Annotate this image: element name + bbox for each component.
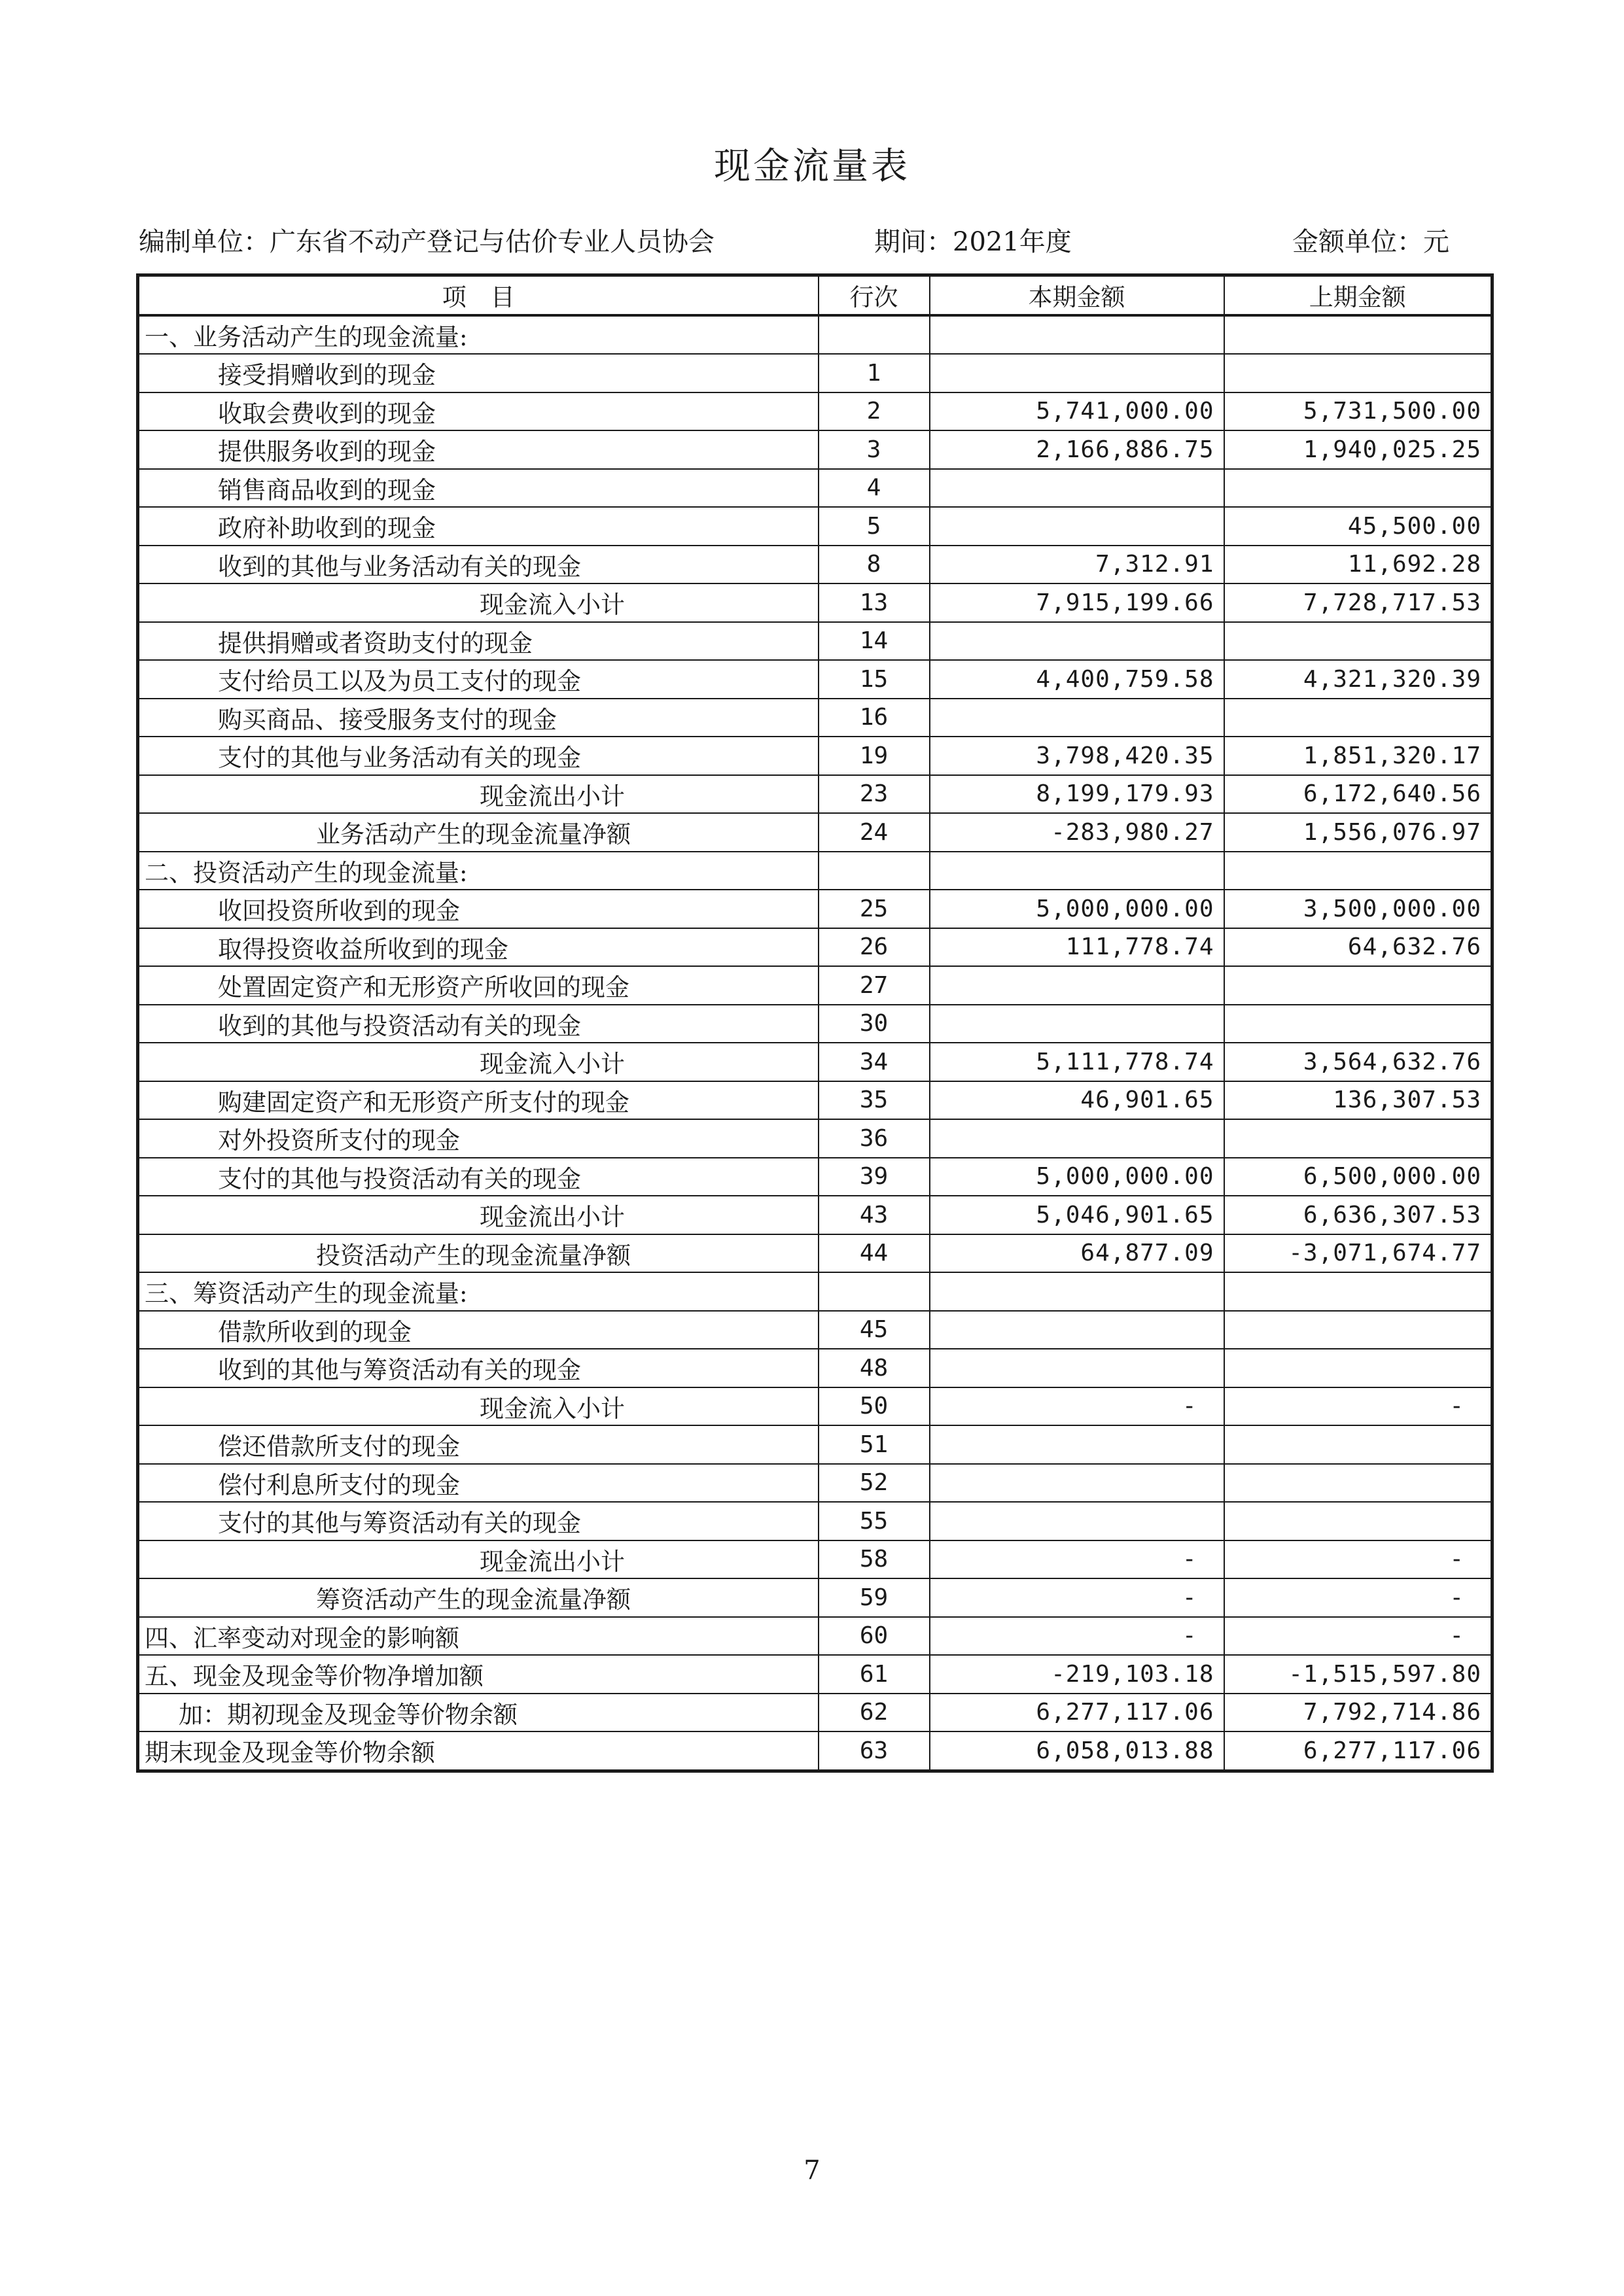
row-line-number: 48 (819, 1349, 930, 1387)
row-line-number: 52 (819, 1464, 930, 1503)
row-item-name: 投资活动产生的现金流量净额 (138, 1234, 819, 1273)
row-current-amount: -283,980.27 (930, 813, 1224, 852)
row-line-number: 15 (819, 660, 930, 699)
row-prior-amount: 3,500,000.00 (1224, 890, 1492, 928)
row-current-amount: 6,277,117.06 (930, 1694, 1224, 1732)
row-line-number (819, 315, 930, 355)
row-current-amount: 5,046,901.65 (930, 1196, 1224, 1234)
row-line-number: 59 (819, 1578, 930, 1617)
row-prior-amount: 3,564,632.76 (1224, 1043, 1492, 1081)
row-item-name: 现金流入小计 (138, 1387, 819, 1426)
table-row (138, 1464, 1492, 1503)
row-prior-amount: 136,307.53 (1224, 1081, 1492, 1120)
table-row (138, 430, 1492, 469)
row-line-number: 60 (819, 1617, 930, 1656)
table-row (138, 583, 1492, 622)
table-row (138, 1196, 1492, 1234)
row-item-name: 支付的其他与业务活动有关的现金 (138, 737, 819, 775)
row-line-number: 24 (819, 813, 930, 852)
table-row (138, 1158, 1492, 1196)
row-item-name: 收到的其他与投资活动有关的现金 (138, 1005, 819, 1043)
table-header-row (138, 275, 1492, 315)
table-row (138, 1234, 1492, 1273)
row-line-number: 26 (819, 928, 930, 967)
row-current-amount: 5,000,000.00 (930, 1158, 1224, 1196)
row-prior-amount (1224, 354, 1492, 392)
row-current-amount (930, 1119, 1224, 1158)
row-line-number: 51 (819, 1425, 930, 1464)
row-item-name: 一、业务活动产生的现金流量: (138, 315, 819, 355)
row-item-name: 提供捐赠或者资助支付的现金 (138, 622, 819, 661)
row-item-name: 收到的其他与筹资活动有关的现金 (138, 1349, 819, 1387)
row-prior-amount (1224, 1311, 1492, 1349)
row-item-name: 借款所收到的现金 (138, 1311, 819, 1349)
table-row (138, 737, 1492, 775)
table-row (138, 1349, 1492, 1387)
row-current-amount: - (930, 1617, 1224, 1656)
page-number: 7 (803, 2155, 821, 2185)
row-prior-amount (1224, 622, 1492, 661)
row-current-amount (930, 315, 1224, 355)
row-line-number: 23 (819, 775, 930, 814)
row-item-name: 筹资活动产生的现金流量净额 (138, 1578, 819, 1617)
row-prior-amount: - (1224, 1578, 1492, 1617)
row-prior-amount: 6,500,000.00 (1224, 1158, 1492, 1196)
row-current-amount: 7,915,199.66 (930, 583, 1224, 622)
row-prior-amount (1224, 699, 1492, 737)
row-line-number: 50 (819, 1387, 930, 1426)
row-prior-amount: 11,692.28 (1224, 546, 1492, 584)
table-row (138, 622, 1492, 661)
row-prior-amount: 64,632.76 (1224, 928, 1492, 967)
row-current-amount (930, 1425, 1224, 1464)
row-prior-amount: 7,792,714.86 (1224, 1694, 1492, 1732)
row-line-number: 45 (819, 1311, 930, 1349)
row-prior-amount: 45,500.00 (1224, 507, 1492, 546)
row-line-number: 55 (819, 1502, 930, 1540)
row-line-number: 61 (819, 1655, 930, 1694)
table-row (138, 1272, 1492, 1311)
row-current-amount (930, 622, 1224, 661)
row-prior-amount (1224, 1119, 1492, 1158)
table-row (138, 1655, 1492, 1694)
row-line-number: 44 (819, 1234, 930, 1273)
row-current-amount: 6,058,013.88 (930, 1731, 1224, 1771)
row-item-name: 期末现金及现金等价物余额 (138, 1731, 819, 1771)
row-item-name: 对外投资所支付的现金 (138, 1119, 819, 1158)
row-current-amount (930, 1502, 1224, 1540)
table-row (138, 1425, 1492, 1464)
row-item-name: 收回投资所收到的现金 (138, 890, 819, 928)
row-prior-amount: 1,851,320.17 (1224, 737, 1492, 775)
table-row (138, 507, 1492, 546)
row-line-number: 3 (819, 430, 930, 469)
row-line-number: 35 (819, 1081, 930, 1120)
row-prior-amount (1224, 1464, 1492, 1503)
reporting-period: 期间：2021年度 (874, 227, 1072, 257)
row-current-amount (930, 1464, 1224, 1503)
table-row (138, 1387, 1492, 1426)
row-prior-amount: 6,172,640.56 (1224, 775, 1492, 814)
row-current-amount: - (930, 1540, 1224, 1579)
table-row (138, 852, 1492, 890)
table-row (138, 699, 1492, 737)
table-row (138, 1540, 1492, 1579)
table-row (138, 813, 1492, 852)
row-current-amount (930, 1311, 1224, 1349)
column-header-current: 本期金额 (930, 275, 1224, 315)
row-item-name: 加：期初现金及现金等价物余额 (138, 1694, 819, 1732)
row-line-number (819, 1272, 930, 1311)
row-line-number: 39 (819, 1158, 930, 1196)
row-current-amount: 3,798,420.35 (930, 737, 1224, 775)
table-row (138, 660, 1492, 699)
table-row (138, 1617, 1492, 1656)
row-item-name: 支付的其他与筹资活动有关的现金 (138, 1502, 819, 1540)
row-prior-amount (1224, 1349, 1492, 1387)
row-item-name: 收到的其他与业务活动有关的现金 (138, 546, 819, 584)
column-header-prior: 上期金额 (1224, 275, 1492, 315)
row-current-amount: - (930, 1387, 1224, 1426)
table-row (138, 392, 1492, 431)
row-current-amount: 46,901.65 (930, 1081, 1224, 1120)
row-item-name: 购建固定资产和无形资产所支付的现金 (138, 1081, 819, 1120)
row-current-amount (930, 354, 1224, 392)
row-prior-amount: 4,321,320.39 (1224, 660, 1492, 699)
row-line-number: 5 (819, 507, 930, 546)
row-prior-amount (1224, 1005, 1492, 1043)
row-item-name: 现金流出小计 (138, 1196, 819, 1234)
row-prior-amount (1224, 315, 1492, 355)
table-row (138, 1081, 1492, 1120)
row-prior-amount: -1,515,597.80 (1224, 1655, 1492, 1694)
row-current-amount: 111,778.74 (930, 928, 1224, 967)
row-prior-amount (1224, 966, 1492, 1005)
table-row (138, 928, 1492, 967)
row-line-number: 36 (819, 1119, 930, 1158)
row-prior-amount (1224, 469, 1492, 508)
row-item-name: 五、现金及现金等价物净增加额 (138, 1655, 819, 1694)
row-current-amount: - (930, 1578, 1224, 1617)
row-current-amount: 5,111,778.74 (930, 1043, 1224, 1081)
row-current-amount: 8,199,179.93 (930, 775, 1224, 814)
row-item-name: 收取会费收到的现金 (138, 392, 819, 431)
row-current-amount: 4,400,759.58 (930, 660, 1224, 699)
table-row (138, 1005, 1492, 1043)
row-item-name: 二、投资活动产生的现金流量: (138, 852, 819, 890)
row-item-name: 接受捐赠收到的现金 (138, 354, 819, 392)
row-prior-amount: - (1224, 1617, 1492, 1656)
row-current-amount: 5,000,000.00 (930, 890, 1224, 928)
table-row (138, 1731, 1492, 1771)
row-line-number: 63 (819, 1731, 930, 1771)
row-item-name: 业务活动产生的现金流量净额 (138, 813, 819, 852)
row-line-number: 16 (819, 699, 930, 737)
row-line-number: 30 (819, 1005, 930, 1043)
row-current-amount: 2,166,886.75 (930, 430, 1224, 469)
table-row (138, 354, 1492, 392)
row-line-number: 13 (819, 583, 930, 622)
currency-unit: 金额单位：元 (1292, 227, 1449, 257)
row-prior-amount: 7,728,717.53 (1224, 583, 1492, 622)
row-current-amount (930, 852, 1224, 890)
row-line-number: 1 (819, 354, 930, 392)
row-line-number: 27 (819, 966, 930, 1005)
row-prior-amount (1224, 1502, 1492, 1540)
row-item-name: 支付的其他与投资活动有关的现金 (138, 1158, 819, 1196)
row-line-number: 2 (819, 392, 930, 431)
table-row (138, 1502, 1492, 1540)
cash-flow-table (136, 273, 1494, 1773)
row-line-number: 34 (819, 1043, 930, 1081)
row-line-number (819, 852, 930, 890)
table-row (138, 1578, 1492, 1617)
row-current-amount (930, 1272, 1224, 1311)
row-item-name: 购买商品、接受服务支付的现金 (138, 699, 819, 737)
row-prior-amount: 1,940,025.25 (1224, 430, 1492, 469)
row-line-number: 4 (819, 469, 930, 508)
row-item-name: 政府补助收到的现金 (138, 507, 819, 546)
row-current-amount: 7,312.91 (930, 546, 1224, 584)
row-line-number: 43 (819, 1196, 930, 1234)
row-current-amount (930, 699, 1224, 737)
row-current-amount (930, 469, 1224, 508)
reporting-entity: 编制单位：广东省不动产登记与估价专业人员协会 (139, 227, 715, 257)
row-prior-amount: 5,731,500.00 (1224, 392, 1492, 431)
row-item-name: 提供服务收到的现金 (138, 430, 819, 469)
table-row (138, 890, 1492, 928)
row-item-name: 三、筹资活动产生的现金流量: (138, 1272, 819, 1311)
row-current-amount: -219,103.18 (930, 1655, 1224, 1694)
row-prior-amount: - (1224, 1540, 1492, 1579)
table-body (138, 315, 1492, 1771)
row-item-name: 支付给员工以及为员工支付的现金 (138, 660, 819, 699)
table-row (138, 315, 1492, 355)
row-line-number: 14 (819, 622, 930, 661)
table-row (138, 1311, 1492, 1349)
row-prior-amount: - (1224, 1387, 1492, 1426)
row-line-number: 25 (819, 890, 930, 928)
table-row (138, 469, 1492, 508)
row-item-name: 现金流入小计 (138, 1043, 819, 1081)
column-header-item: 项 目 (138, 275, 819, 315)
row-item-name: 取得投资收益所收到的现金 (138, 928, 819, 967)
table-row (138, 1043, 1492, 1081)
row-current-amount (930, 1005, 1224, 1043)
row-line-number: 8 (819, 546, 930, 584)
row-item-name: 现金流出小计 (138, 775, 819, 814)
page-title: 现金流量表 (714, 145, 910, 188)
row-prior-amount: 6,277,117.06 (1224, 1731, 1492, 1771)
row-current-amount (930, 966, 1224, 1005)
row-line-number: 62 (819, 1694, 930, 1732)
column-header-line: 行次 (819, 275, 930, 315)
row-current-amount (930, 507, 1224, 546)
table-row (138, 775, 1492, 814)
row-prior-amount (1224, 852, 1492, 890)
table-row (138, 1694, 1492, 1732)
row-prior-amount: 1,556,076.97 (1224, 813, 1492, 852)
row-current-amount (930, 1349, 1224, 1387)
table-row (138, 966, 1492, 1005)
row-item-name: 偿付利息所支付的现金 (138, 1464, 819, 1503)
row-prior-amount: -3,071,674.77 (1224, 1234, 1492, 1273)
row-item-name: 四、汇率变动对现金的影响额 (138, 1617, 819, 1656)
row-current-amount: 5,741,000.00 (930, 392, 1224, 431)
row-item-name: 处置固定资产和无形资产所收回的现金 (138, 966, 819, 1005)
row-item-name: 销售商品收到的现金 (138, 469, 819, 508)
table-row (138, 546, 1492, 584)
row-prior-amount: 6,636,307.53 (1224, 1196, 1492, 1234)
row-item-name: 偿还借款所支付的现金 (138, 1425, 819, 1464)
row-item-name: 现金流入小计 (138, 583, 819, 622)
row-item-name: 现金流出小计 (138, 1540, 819, 1579)
row-current-amount: 64,877.09 (930, 1234, 1224, 1273)
row-line-number: 58 (819, 1540, 930, 1579)
row-prior-amount (1224, 1272, 1492, 1311)
table-row (138, 1119, 1492, 1158)
row-prior-amount (1224, 1425, 1492, 1464)
row-line-number: 19 (819, 737, 930, 775)
